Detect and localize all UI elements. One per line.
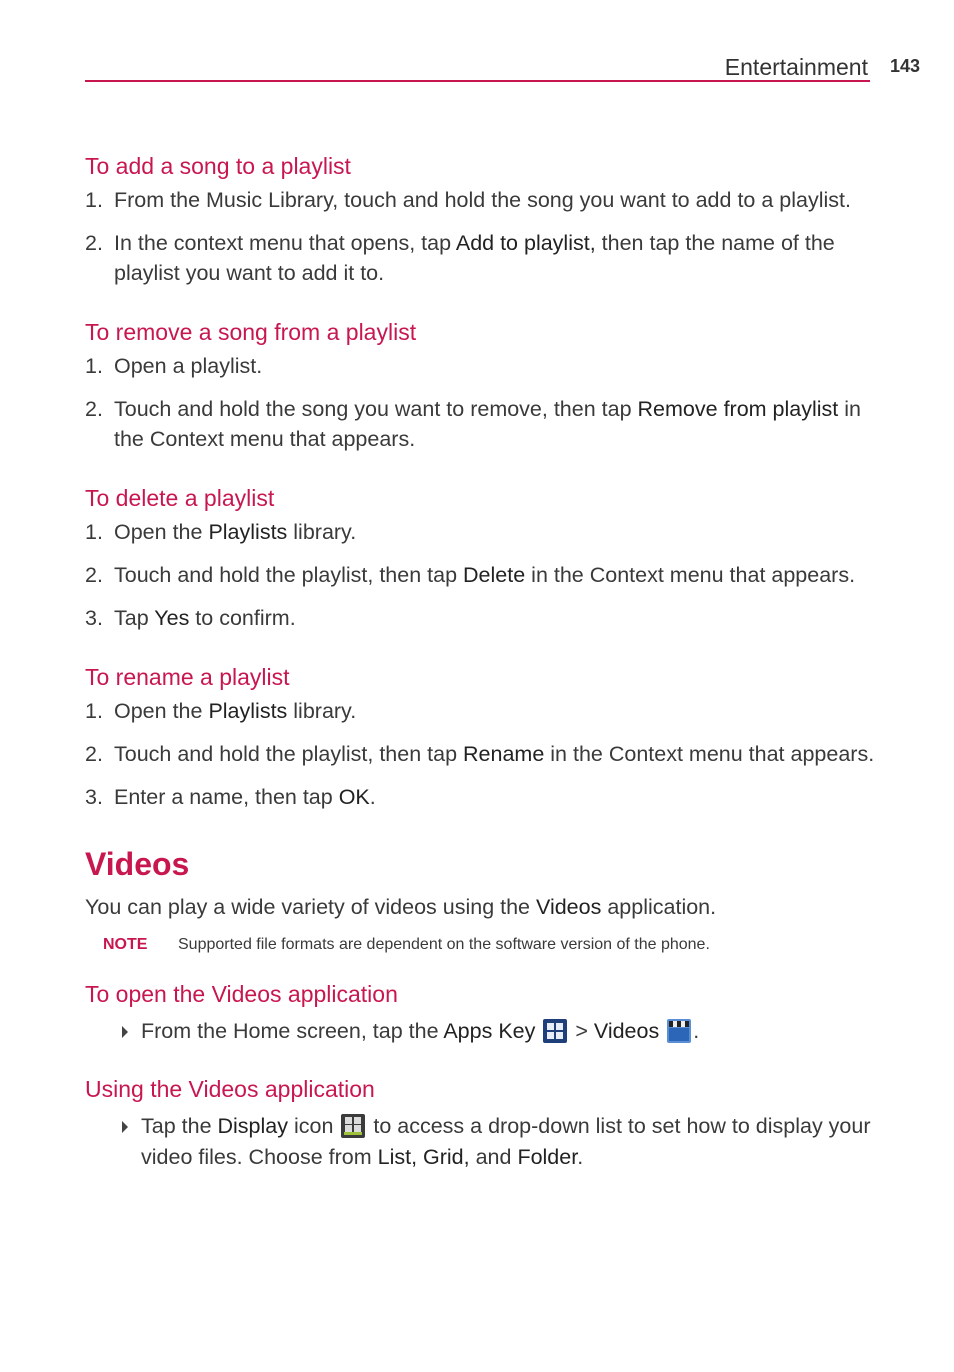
instruction-section	[85, 661, 875, 812]
list-item: 1. Open the Playlists library.	[85, 517, 875, 547]
step-number: 1.	[85, 520, 103, 544]
list-item: 1. Open the Playlists library.	[85, 696, 875, 726]
list-item: 3. Enter a name, then tap OK.	[85, 782, 875, 812]
instruction-section	[85, 150, 875, 288]
step-number: 3.	[85, 785, 103, 809]
step-number: 1.	[85, 188, 103, 212]
note-label: NOTE	[103, 936, 148, 953]
step-number: 2.	[85, 397, 103, 421]
page-content	[85, 150, 875, 1173]
videos-heading: Videos	[85, 846, 190, 882]
page-header	[85, 52, 920, 84]
bullet-arrow-icon	[122, 1026, 128, 1038]
instruction-section	[85, 482, 875, 633]
list-item: 2. Touch and hold the song you want to remove, then tap Remove from playlist in the Context menu that appears.	[85, 394, 875, 454]
step-number: 1.	[85, 699, 103, 723]
header-divider	[85, 80, 870, 82]
steps-list	[85, 351, 875, 454]
steps-list	[85, 696, 875, 812]
open-videos-section	[85, 978, 875, 1047]
page-number: 143	[889, 56, 920, 76]
display-icon	[341, 1114, 365, 1138]
header-section-title: Entertainment	[724, 54, 868, 80]
list-item: 3. Tap Yes to confirm.	[85, 603, 875, 633]
note-block	[85, 934, 875, 956]
bullet-item: From the Home screen, tap the Apps Key > Videos .	[85, 1016, 875, 1047]
list-item: 1. Open a playlist.	[85, 351, 875, 381]
instruction-section	[85, 316, 875, 454]
step-number: 2.	[85, 563, 103, 587]
section-heading: To rename a playlist	[85, 664, 290, 690]
note-text: Supported file formats are dependent on the software version of the phone.	[178, 936, 710, 953]
list-item: 1. From the Music Library, touch and hold the song you want to add to a playlist.	[85, 185, 875, 215]
section-heading: To add a song to a playlist	[85, 153, 351, 179]
videos-intro: You can play a wide variety of videos using the Videos application.	[85, 895, 717, 919]
bullet-item: Tap the Display icon to access a drop-down list to set how to display your video files. Choose from List, Grid, and Folder.	[85, 1111, 875, 1173]
videos-app-icon	[667, 1019, 691, 1043]
step-number: 2.	[85, 231, 103, 255]
steps-list	[85, 517, 875, 633]
steps-list	[85, 185, 875, 288]
section-heading: To open the Videos application	[85, 981, 398, 1007]
using-videos-section	[85, 1073, 875, 1173]
section-heading: To remove a song from a playlist	[85, 319, 417, 345]
list-item: 2. Touch and hold the playlist, then tap Rename in the Context menu that appears.	[85, 739, 875, 769]
step-number: 1.	[85, 354, 103, 378]
list-item: 2. In the context menu that opens, tap Add to playlist, then tap the name of the playlist you want to add it to.	[85, 228, 875, 288]
section-heading: To delete a playlist	[85, 485, 275, 511]
apps-key-icon	[543, 1019, 567, 1043]
playlist-sections	[85, 150, 875, 812]
step-number: 2.	[85, 742, 103, 766]
step-number: 3.	[85, 606, 103, 630]
section-heading: Using the Videos application	[85, 1076, 375, 1102]
videos-section	[85, 842, 875, 956]
list-item: 2. Touch and hold the playlist, then tap Delete in the Context menu that appears.	[85, 560, 875, 590]
bullet-arrow-icon	[122, 1121, 128, 1133]
